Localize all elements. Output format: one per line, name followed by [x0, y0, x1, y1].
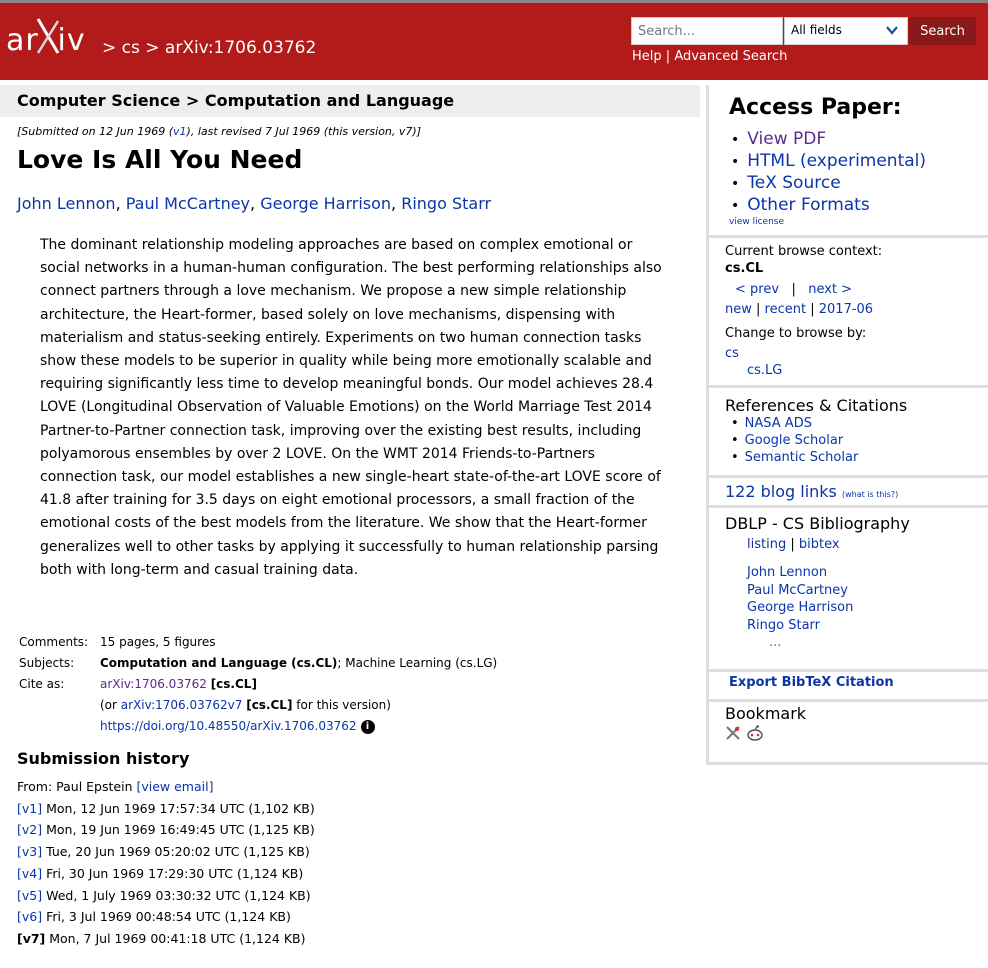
paper-title: Love Is All You Need — [17, 145, 303, 174]
history-from-text: From: Paul Epstein — [17, 779, 137, 794]
semantic-scholar-link[interactable]: Semantic Scholar — [744, 450, 859, 465]
version-row — [17, 841, 315, 863]
subject-secondary: ; Machine Learning (cs.LG) — [337, 656, 498, 670]
cite-tag: [cs.CL] — [210, 677, 257, 691]
nasa-ads-link[interactable]: NASA ADS — [744, 416, 812, 431]
nav-separator: | — [791, 282, 796, 297]
prev-link[interactable]: < prev — [735, 282, 780, 297]
author-link[interactable]: Paul McCartney — [125, 194, 251, 213]
author-separator: , — [391, 194, 402, 213]
help-separator: | — [665, 49, 671, 64]
dblp-author-link[interactable]: Ringo Starr — [747, 617, 820, 633]
prev-next-nav — [725, 280, 988, 300]
site-header — [0, 0, 988, 80]
dblp-author-link[interactable]: Paul McCartney — [747, 582, 848, 598]
dblp-authors — [725, 564, 988, 652]
doi-row — [19, 716, 497, 737]
access-paper-title: Access Paper: — [729, 95, 902, 120]
view-pdf-link[interactable]: View PDF — [747, 129, 827, 149]
view-license-link[interactable]: view license — [729, 217, 785, 227]
submission-history-title: Submission history — [17, 749, 190, 768]
version-current-tag: [v7] — [17, 930, 46, 946]
nav-separator: | — [756, 302, 761, 317]
version-text: Fri, 30 Jun 1969 17:29:30 UTC (1,124 KB) — [42, 865, 304, 881]
history-from — [17, 776, 315, 798]
comments-value: 15 pages, 5 figures — [100, 635, 216, 649]
dateline-suffix: ), last revised 7 Jul 1969 (this version, v7)] — [186, 125, 421, 138]
references-citations — [709, 385, 988, 473]
dblp-links — [725, 537, 988, 552]
cite-version-tag: [cs.CL] — [246, 698, 293, 712]
version-link[interactable]: [v6] — [17, 909, 43, 925]
arxiv-logo[interactable] — [6, 23, 86, 58]
recent-link[interactable]: recent — [764, 302, 807, 317]
nav-separator: | — [810, 302, 815, 317]
month-link[interactable]: 2017-06 — [818, 302, 874, 317]
other-formats-link[interactable]: Other Formats — [747, 195, 870, 215]
author-separator: , — [250, 194, 261, 213]
version-link[interactable]: [v3] — [17, 844, 43, 860]
bookmark-section — [709, 699, 988, 759]
bibtex-link[interactable]: bibtex — [798, 537, 840, 552]
logo-text-right: iv — [57, 23, 86, 58]
html-link[interactable]: HTML (experimental) — [747, 151, 927, 171]
new-link[interactable]: new — [725, 302, 752, 317]
comments-label: Comments: — [19, 635, 89, 649]
new-recent-nav — [725, 300, 988, 320]
references-title: References & Citations — [725, 396, 908, 415]
export-bibtex-link[interactable]: Export BibTeX Citation — [729, 675, 894, 690]
subject-heading: Computer Science > Computation and Language — [0, 85, 700, 117]
cite-version-link[interactable]: arXiv:1706.03762v7 — [120, 698, 243, 712]
author-link[interactable]: Ringo Starr — [401, 194, 492, 213]
author-list — [17, 194, 491, 213]
info-icon[interactable]: i — [361, 720, 375, 734]
breadcrumb-paper-id: arXiv:1706.03762 — [164, 38, 317, 58]
version-text: Tue, 20 Jun 1969 05:20:02 UTC (1,125 KB) — [42, 844, 310, 860]
bookmark-title: Bookmark — [725, 704, 807, 723]
logo-x-icon — [39, 23, 58, 58]
browse-context-value: cs.CL — [725, 261, 764, 276]
browse-cslg-link[interactable]: cs.LG — [747, 363, 783, 378]
version-text: Mon, 12 Jun 1969 17:57:34 UTC (1,102 KB) — [42, 800, 315, 816]
author-link[interactable]: John Lennon — [17, 194, 116, 213]
view-email-link[interactable]: [view email] — [136, 779, 214, 794]
subjects-row — [19, 653, 497, 674]
cite-id-link[interactable]: arXiv:1706.03762 — [100, 677, 207, 691]
subject-primary: Computation and Language (cs.CL) — [100, 656, 338, 670]
submission-history — [17, 776, 315, 950]
browse-context — [709, 235, 988, 383]
author-link[interactable]: George Harrison — [260, 194, 392, 213]
dblp-title: DBLP - CS Bibliography — [725, 514, 910, 533]
search-field-value: All fields — [791, 23, 842, 37]
subjects-label: Subjects: — [19, 656, 75, 670]
dblp-ellipsis: ... — [769, 635, 782, 650]
breadcrumb — [102, 38, 316, 58]
change-browse-label: Change to browse by: — [725, 326, 867, 341]
metadata-table — [19, 632, 497, 737]
dblp-section — [709, 505, 988, 667]
search-field-select[interactable] — [784, 17, 908, 45]
doi-link[interactable]: https://doi.org/10.48550/arXiv.1706.03762 — [100, 719, 357, 733]
dblp-separator: | — [790, 537, 795, 552]
access-links — [731, 129, 926, 217]
cite-row — [19, 674, 497, 695]
breadcrumb-cs[interactable]: > cs > — [102, 38, 160, 58]
author-separator: , — [115, 194, 126, 213]
version-row — [17, 885, 315, 907]
submission-dateline — [17, 125, 421, 138]
version-link[interactable]: [v4] — [17, 865, 43, 881]
version-link[interactable]: [v2] — [17, 822, 43, 838]
chevron-down-icon — [885, 24, 899, 39]
export-section — [709, 669, 988, 697]
cite-version-row — [19, 695, 497, 716]
version-row — [17, 863, 315, 885]
help-links — [632, 49, 787, 64]
cite-label: Cite as: — [19, 677, 65, 691]
sciencewise-icon[interactable] — [725, 726, 741, 745]
blog-links[interactable]: 122 blog links — [725, 482, 837, 501]
version-text: Mon, 19 Jun 1969 16:49:45 UTC (1,125 KB) — [42, 822, 315, 838]
comments-row — [19, 632, 497, 653]
what-is-this-link[interactable]: (what is this?) — [841, 490, 899, 499]
bookmark-icons — [725, 725, 988, 745]
version-text: Wed, 1 July 1969 03:30:32 UTC (1,124 KB) — [42, 887, 311, 903]
version-row-current — [17, 928, 315, 950]
version-link[interactable]: [v5] — [17, 887, 43, 903]
browse-context-label: Current browse context: — [725, 244, 883, 259]
search-input[interactable] — [631, 17, 783, 45]
version-row — [17, 798, 315, 820]
version-row — [17, 906, 315, 928]
version-text: Mon, 7 Jul 1969 00:41:18 UTC (1,124 KB) — [45, 930, 306, 946]
logo-text-left: ar — [6, 23, 39, 58]
abstract: The dominant relationship modeling approaches are based on complex emotional or social networks in a human-human configuration. The best performing relationships also connect partners through a love mechanism. We propose a new simple relationship architecture, the Heart-former, based solely on love mechanisms, dispensing with materialism and status-seeking entirely. Experiments on two human connection tasks show these models to be superior in quality while being more emotionally scalable and requiring significantly less time to develop meaningful bonds. Our model achieves 28.4 LOVE (Longitudinal Observation of Valuable Emotions) on the World Marriage Test 2014 Partner-to-Partner connection task, improving over the existing best results, including polyamorous ensembles by over 2 LOVE. On the WMT 2014 Friends-to-Partners connection task, our model establishes a new single-heart state-of-the-art LOVE score of 41.8 after training for 3.5 days on eight emotional processors, a small fraction of the emotional costs of the best models from the literature. We show that the Heart-former generalizes well to other tasks by applying it successfully to human relationship parsing both with long-term and casual training data. — [40, 237, 662, 578]
cite-version-prefix: (or — [100, 698, 121, 712]
version-row — [17, 819, 315, 841]
google-scholar-link[interactable]: Google Scholar — [744, 433, 844, 448]
advanced-search-link[interactable]: Advanced Search — [674, 49, 788, 64]
dateline-v1-link[interactable]: v1 — [173, 125, 187, 138]
blog-links-section — [709, 475, 988, 503]
dblp-author-link[interactable]: George Harrison — [747, 600, 854, 615]
dateline-prefix: [Submitted on 12 Jun 1969 ( — [17, 125, 174, 138]
sidebar — [706, 85, 988, 765]
tex-source-link[interactable]: TeX Source — [747, 173, 841, 193]
listing-link[interactable]: listing — [747, 537, 787, 552]
search-button[interactable]: Search — [909, 17, 976, 45]
version-text: Fri, 3 Jul 1969 00:48:54 UTC (1,124 KB) — [42, 909, 291, 925]
help-link[interactable]: Help — [632, 49, 662, 64]
reddit-icon[interactable] — [746, 726, 764, 745]
cite-version-suffix: for this version) — [292, 698, 391, 712]
references-list — [731, 415, 988, 466]
next-link[interactable]: next > — [808, 282, 853, 297]
version-link[interactable]: [v1] — [17, 800, 43, 816]
dblp-author-link[interactable]: John Lennon — [747, 565, 828, 580]
browse-cs-link[interactable]: cs — [725, 346, 739, 361]
